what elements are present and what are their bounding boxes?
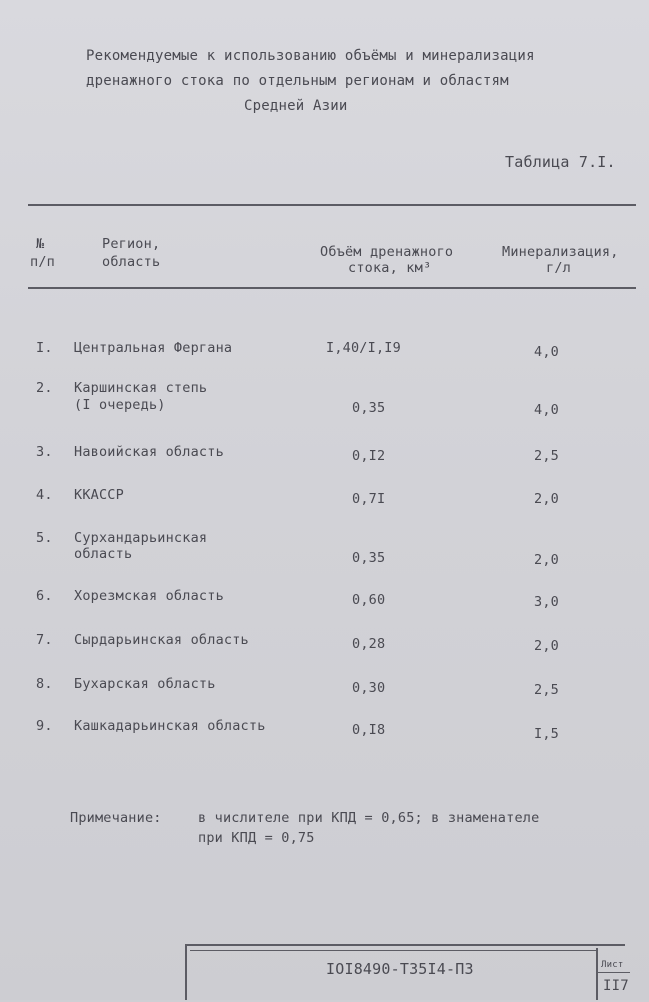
sheet-number: II7 — [603, 978, 629, 994]
document-code: IOI8490-Т35I4-ПЗ — [326, 960, 474, 978]
row-mineralization: 4,0 — [534, 402, 559, 418]
row-mineralization: 2,5 — [534, 682, 559, 698]
header-volume-1: Объём дренажного — [320, 244, 454, 260]
row-number: 7. — [36, 632, 53, 648]
row-region: Навоийская область — [74, 444, 224, 460]
row-number: 3. — [36, 444, 53, 460]
title-block-inner-rule — [190, 950, 596, 951]
row-mineralization: 2,0 — [534, 552, 559, 568]
title-block-left-rule — [185, 944, 187, 1000]
row-mineralization: 2,0 — [534, 638, 559, 654]
row-mineralization: 2,0 — [534, 491, 559, 507]
note-line-1: в числителе при КПД = 0,65; в знаменателе — [198, 810, 540, 826]
header-num-2: п/п — [30, 254, 55, 270]
note-line-2: при КПД = 0,75 — [198, 830, 315, 846]
title-line-2: дренажного стока по отдельным регионам и областям — [86, 73, 509, 89]
row-region: Бухарская область — [74, 676, 216, 692]
row-number: 5. — [36, 530, 53, 546]
row-mineralization: 3,0 — [534, 594, 559, 610]
row-volume: 0,30 — [352, 680, 386, 696]
row-region: Сырдарьинская область — [74, 632, 249, 648]
row-volume: 0,7I — [352, 491, 386, 507]
row-mineralization: 2,5 — [534, 448, 559, 464]
row-volume: 0,60 — [352, 592, 386, 608]
title-line-3: Средней Азии — [244, 98, 348, 114]
note-label: Примечание: — [70, 810, 162, 826]
sheet-divider-rule — [598, 972, 630, 973]
row-volume: 0,I8 — [352, 722, 386, 738]
row-region: Сурхандарьинская — [74, 530, 208, 546]
table-top-rule — [28, 204, 636, 206]
row-region: ККАССР — [74, 487, 124, 503]
header-volume-2: стока, км³ — [348, 260, 432, 276]
row-volume: 0,28 — [352, 636, 386, 652]
row-number: 6. — [36, 588, 53, 604]
header-region-1: Регион, — [102, 236, 161, 252]
title-line-1: Рекомендуемые к использованию объёмы и минерализация — [86, 48, 535, 64]
row-region: Кашкадарьинская область — [74, 718, 266, 734]
header-mineral-1: Минерализация, — [502, 244, 619, 260]
header-mineral-2: г/л — [546, 260, 571, 276]
row-number: 8. — [36, 676, 53, 692]
row-number: 2. — [36, 380, 53, 396]
row-volume: 0,35 — [352, 550, 386, 566]
header-region-2: область — [102, 254, 161, 270]
row-volume: I,40/I,I9 — [326, 340, 401, 356]
table-label: Таблица 7.I. — [505, 153, 616, 171]
row-region: Центральная Фергана — [74, 340, 233, 356]
row-volume: 0,35 — [352, 400, 386, 416]
row-region: Каршинская степь — [74, 380, 208, 396]
sheet-label: Лист — [601, 960, 624, 970]
row-mineralization: 4,0 — [534, 344, 559, 360]
row-number: 4. — [36, 487, 53, 503]
row-number: 9. — [36, 718, 53, 734]
row-mineralization: I,5 — [534, 726, 559, 742]
row-region-line-2: область — [74, 546, 133, 562]
header-num-1: № — [36, 236, 45, 252]
title-block-sheet-rule — [596, 948, 598, 1000]
row-region: Хорезмская область — [74, 588, 224, 604]
row-number: I. — [36, 340, 53, 356]
row-region-line-2: (I очередь) — [74, 397, 166, 413]
header-bottom-rule — [28, 287, 636, 289]
row-volume: 0,I2 — [352, 448, 386, 464]
